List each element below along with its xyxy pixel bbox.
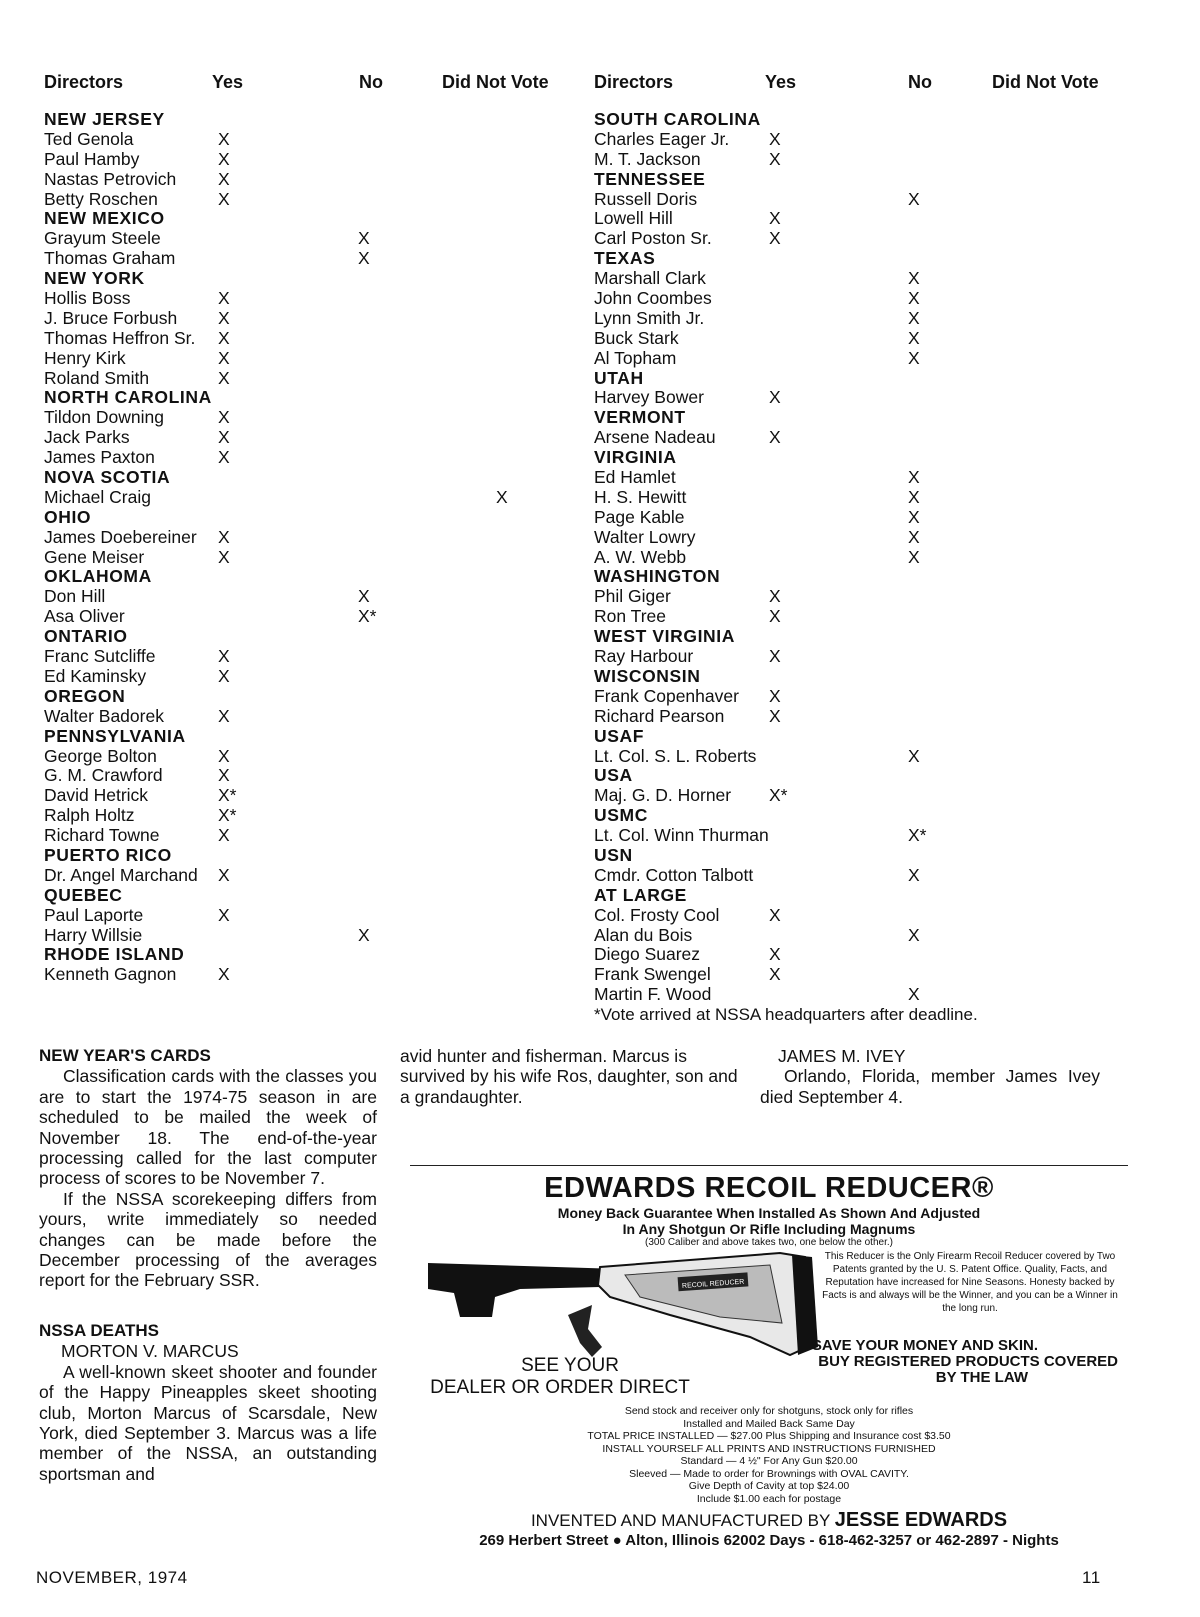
state-heading: RHODE ISLAND [44,944,185,965]
vote-mark: X* [908,825,927,846]
director-name: Diego Suarez [594,944,701,965]
state-heading: PUERTO RICO [44,844,172,865]
director-name: Ted Genola [44,128,134,149]
director-row [44,150,584,170]
director-name: Lowell Hill [594,208,673,229]
director-row [44,329,584,349]
vote-mark: X [218,288,230,309]
vote-mark: X [218,825,230,846]
recoil-reducer-ad [410,1170,1128,1549]
state-heading: NORTH CAROLINA [44,387,212,408]
vote-mark: X [218,128,230,149]
director-row [44,548,584,568]
vote-mark: X* [769,785,788,806]
ad-line: Installed and Mailed Back Same Day [683,1417,855,1430]
director-row [44,528,584,548]
director-name: Tildon Downing [44,407,164,428]
vote-mark: X [218,307,230,328]
director-name: David Hetrick [44,785,149,806]
ivey-paragraph: Orlando, Florida, member James Ivey died September 4. [760,1066,1100,1107]
director-row [44,190,584,210]
director-row [594,347,1172,369]
vote-mark: X [218,665,230,686]
director-row [44,667,584,687]
vote-mark: X [769,646,781,667]
ad-pricing [410,1405,1128,1549]
director-name: Hollis Boss [44,288,131,309]
director-name: Frank Copenhaver [594,685,739,706]
vote-mark: X [218,904,230,925]
director-name: Grayum Steele [44,228,161,249]
director-name: Ray Harbour [594,646,694,667]
ad-divider [410,1165,1128,1166]
state-heading: UTAH [594,367,644,388]
vote-mark: X [218,447,230,468]
director-name: Buck Stark [594,327,679,348]
order-direct: DEALER OR ORDER DIRECT [430,1377,690,1398]
director-name: Carl Poston Sr. [594,228,712,249]
director-name: Richard Towne [44,825,160,846]
director-row [594,864,1172,886]
ad-guarantee-2: In Any Shotgun Or Rifle Including Magnums [622,1221,916,1237]
vote-mark: X [358,248,370,269]
vote-mark: X [769,705,781,726]
vote-mark: X [218,765,230,786]
director-row [594,228,1172,249]
director-row [44,170,584,190]
save-line-2: BUY REGISTERED PRODUCTS COVERED [818,1353,1118,1370]
director-name: Thomas Heffron Sr. [44,327,196,348]
article-column-3 [760,1046,1100,1107]
director-name: Harvey Bower [594,387,704,408]
director-name: Ed Kaminsky [44,665,147,686]
vote-mark: X [218,148,230,169]
ad-patent-text: This Reducer is the Only Firearm Recoil Reducer covered by Two Patents granted by the U. S. Patent Office. Quality, Facts, and Reputation have increased for Nine Seasons. Honesty backed by Facts is and always will be the Winner, and you can be a Winner in the long run. [822,1251,1118,1314]
director-name: Ralph Holtz [44,805,135,826]
director-row [594,825,1172,846]
director-row [594,904,1172,926]
director-name: Charles Eager Jr. [594,128,730,149]
director-row [594,745,1172,767]
director-row [594,148,1172,170]
director-name: Col. Frosty Cool [594,904,720,925]
director-name: Kenneth Gagnon [44,964,177,985]
director-name: Lt. Col. Winn Thurman [594,825,769,846]
state-heading: USN [594,844,633,865]
vote-mark: X [908,506,920,527]
marcus-continuation: avid hunter and fisherman. Marcus is survived by his wife Ros, daughter, son and a grandaughter. [400,1046,738,1107]
vote-mark: X [218,407,230,428]
director-name: Al Topham [594,347,677,368]
vote-mark: X [769,387,781,408]
director-name: A. W. Webb [594,546,687,567]
state-heading: USAF [594,725,645,746]
state-heading: WASHINGTON [594,566,721,587]
director-name: Dr. Angel Marchand [44,864,198,885]
director-row [44,965,584,985]
vote-mark: X [218,864,230,885]
vote-mark: X* [218,805,237,826]
director-name: James Paxton [44,447,155,468]
vote-list-left [44,110,584,985]
director-name: Alan du Bois [594,924,693,945]
state-heading: VIRGINIA [594,447,677,468]
director-name: Henry Kirk [44,347,126,368]
header-no: No [359,72,383,92]
director-name: Russell Doris [594,188,698,209]
vote-mark: X [769,964,781,985]
vote-mark: X [218,327,230,348]
director-name: Don Hill [44,586,106,607]
vote-table-left [44,72,584,985]
state-heading: NEW YORK [44,268,145,289]
state-heading: WEST VIRGINIA [594,626,735,647]
director-name: Lt. Col. S. L. Roberts [594,745,757,766]
vote-mark: X [908,864,920,885]
state-heading: AT LARGE [594,884,687,905]
marcus-name: MORTON V. MARCUS [61,1341,239,1362]
header-no: No [908,72,932,92]
director-row [44,428,584,448]
director-row [594,188,1172,210]
state-heading: NEW MEXICO [44,208,165,229]
director-row [594,546,1172,568]
ad-line: Standard — 4 ½" For Any Gun $20.00 [680,1455,858,1467]
director-row [44,229,584,249]
director-name: Paul Laporte [44,904,144,925]
vote-mark: X [218,646,230,667]
vote-mark: X* [358,606,377,627]
director-row [594,307,1172,329]
article-column-2 [400,1046,742,1107]
ad-address: 269 Herbert Street ● Alton, Illinois 62002 Days - 618-462-3257 or 462-2897 - Nights [479,1532,1059,1549]
vote-mark: X [908,327,920,348]
director-row [44,766,584,786]
ad-line: Sleeved — Made to order for Brownings with OVAL CAVITY. [629,1467,909,1480]
director-name: H. S. Hewitt [594,486,687,507]
director-name: Walter Lowry [594,526,696,547]
director-row [594,486,1172,508]
director-row [594,785,1172,806]
director-row [44,866,584,886]
director-row [594,586,1172,607]
state-heading: OHIO [44,506,92,527]
vote-mark: X [908,268,920,289]
page-number: 11 [1082,1568,1101,1587]
director-name: Franc Sutcliffe [44,646,156,667]
vote-mark: X [769,904,781,925]
state-heading: PENNSYLVANIA [44,725,186,746]
article-column-1 [39,1046,377,1484]
director-row [44,249,584,269]
vote-mark: X [218,168,230,189]
vote-mark: X [769,228,781,249]
header-did-not-vote: Did Not Vote [992,72,1099,92]
director-row [44,289,584,309]
director-row [594,705,1172,727]
ad-title: EDWARDS RECOIL REDUCER® [544,1172,994,1204]
director-row [44,647,584,667]
director-name: Cmdr. Cotton Talbott [594,864,754,885]
vote-mark: X [908,745,920,766]
director-row [594,506,1172,528]
director-row [44,707,584,727]
director-row [594,128,1172,150]
director-row [44,607,584,627]
vote-mark: X [908,467,920,488]
see-dealer [410,1355,710,1399]
ad-inventor [410,1509,1128,1532]
director-row [44,448,584,468]
director-name: Jack Parks [44,427,130,448]
see-your: SEE YOUR [521,1355,619,1376]
state-heading: VERMONT [594,407,686,428]
save-line-1: SAVE YOUR MONEY AND SKIN. [811,1337,1038,1354]
state-heading: WISCONSIN [594,665,701,686]
header-yes: Yes [765,72,797,92]
director-name: Maj. G. D. Horner [594,785,732,806]
header-directors: Directors [594,72,674,92]
director-name: Paul Hamby [44,148,140,169]
issue-date: NOVEMBER, 1974 [36,1568,188,1587]
vote-mark: X [218,745,230,766]
save-money-text [728,1338,1128,1386]
director-row [594,467,1172,488]
vote-mark: X [908,307,920,328]
director-row [594,964,1172,985]
director-name: J. Bruce Forbush [44,307,178,328]
vote-mark: X [908,546,920,567]
director-name: G. M. Crawford [44,765,163,786]
director-name: Thomas Graham [44,248,176,269]
director-row [44,926,584,946]
director-row [594,944,1172,965]
director-row [44,747,584,767]
cards-paragraph-2: If the NSSA scorekeeping differs from yours, write immediately so needed changes can be made before the December processing of the averages report for the February SSR. [39,1188,377,1291]
vote-mark: X [358,924,370,945]
director-row [44,369,584,389]
director-row [594,268,1172,289]
vote-mark: X [769,128,781,149]
director-name: Richard Pearson [594,705,725,726]
inventor-label: INVENTED AND MANUFACTURED BY [530,1511,831,1530]
vote-mark: X [358,586,370,607]
director-row [594,606,1172,627]
director-name: James Doebereiner [44,526,197,547]
header-yes: Yes [212,72,244,92]
cards-paragraph-1: Classification cards with the classes you are to start the 1974-75 season in are scheduled to be mailed the week of November 18. The end-of-the-year processing called for the last computer process of scores to be November 7. [39,1066,377,1189]
state-heading: OKLAHOMA [44,566,152,587]
director-name: Martin F. Wood [594,984,712,1005]
vote-mark: X [769,148,781,169]
state-heading: QUEBEC [44,884,123,905]
vote-mark: X [358,228,370,249]
director-row [594,526,1172,548]
director-row [594,327,1172,349]
vote-mark: X [908,347,920,368]
director-row [44,806,584,826]
state-heading: OREGON [44,685,126,706]
director-row [594,924,1172,946]
director-row [594,984,1172,1005]
vote-mark: X [769,586,781,607]
ad-caliber-note: (300 Caliber and above takes two, one below the other.) [645,1237,893,1248]
state-heading: TEXAS [594,248,656,269]
vote-mark: X [908,984,920,1005]
director-name: M. T. Jackson [594,148,701,169]
director-row [594,387,1172,408]
vote-mark: X [908,486,920,507]
state-heading: NEW JERSEY [44,109,165,129]
director-name: Nastas Petrovich [44,168,177,189]
vote-mark: X [218,546,230,567]
header-directors: Directors [44,72,124,92]
director-row [44,826,584,846]
table-header [594,72,1172,110]
director-name: John Coombes [594,288,712,309]
state-heading: USA [594,765,633,786]
director-row [44,587,584,607]
vote-mark: X [218,427,230,448]
vote-mark: X [218,367,230,388]
director-row [44,488,584,508]
director-name: Walter Badorek [44,705,164,726]
vote-mark: X [908,188,920,209]
director-row [44,349,584,369]
vote-mark: X [218,347,230,368]
director-name: Roland Smith [44,367,150,388]
stock-label: RECOIL REDUCER [681,1278,745,1290]
ad-line: Give Depth of Cavity at top $24.00 [688,1480,850,1492]
header-did-not-vote: Did Not Vote [442,72,549,92]
director-name: Ron Tree [594,606,666,627]
save-line-3: BY THE LAW [935,1369,1028,1386]
vote-mark: X [908,526,920,547]
ad-guarantee: Money Back Guarantee When Installed As Shown And Adjusted [557,1205,981,1221]
director-name: Harry Willsie [44,924,143,945]
director-row [594,685,1172,707]
director-name: Michael Craig [44,486,151,507]
director-row [44,906,584,926]
director-name: Marshall Clark [594,268,706,289]
state-heading: TENNESSEE [594,168,706,189]
ad-line: Include $1.00 each for postage [696,1492,842,1505]
ad-line: TOTAL PRICE INSTALLED — $27.00 Plus Shipping and Insurance cost $3.50 [587,1430,951,1442]
vote-mark: X [218,188,230,209]
director-name: George Bolton [44,745,157,766]
ad-line: Send stock and receiver only for shotguns, stock only for rifles [624,1405,914,1417]
director-row [44,786,584,806]
director-row [44,309,584,329]
director-name: Page Kable [594,506,685,527]
ad-line: INSTALL YOURSELF ALL PRINTS AND INSTRUCTIONS FURNISHED [602,1442,936,1455]
vote-mark: X [769,606,781,627]
vote-mark: X [218,964,230,985]
ivey-name: JAMES M. IVEY [778,1046,906,1066]
state-heading: USMC [594,805,648,826]
director-row [594,288,1172,309]
director-row [44,408,584,428]
director-row [594,427,1172,448]
director-name: Phil Giger [594,586,671,607]
vote-table-right [594,72,1172,1025]
vote-mark: X [769,944,781,965]
vote-mark: X [769,685,781,706]
late-vote-footnote: *Vote arrived at NSSA headquarters after deadline. [594,1005,978,1025]
table-header [44,72,584,110]
vote-mark: X* [218,785,237,806]
vote-list-right [594,109,1172,1005]
vote-mark: X [769,427,781,448]
vote-mark: X [496,486,508,507]
director-name: Betty Roschen [44,188,158,209]
inventor-name: JESSE EDWARDS [834,1509,1008,1531]
cards-heading: NEW YEAR'S CARDS [39,1046,211,1065]
deaths-heading: NSSA DEATHS [39,1320,159,1340]
director-name: Frank Swengel [594,964,711,985]
vote-mark: X [218,526,230,547]
director-name: Asa Oliver [44,606,125,627]
state-heading: NOVA SCOTIA [44,467,171,488]
director-row [594,208,1172,229]
director-name: Ed Hamlet [594,467,676,488]
vote-mark: X [769,208,781,229]
marcus-paragraph: A well-known skeet shooter and founder of the Happy Pineapples skeet shooting club, Morton Marcus of Scarsdale, New York, died September 3. Marcus was a life member of the NSSA, an outstanding sportsman and [39,1361,377,1484]
director-row [594,646,1172,667]
state-heading: ONTARIO [44,626,128,647]
vote-mark: X [218,705,230,726]
director-name: Arsene Nadeau [594,427,716,448]
director-name: Gene Meiser [44,546,145,567]
state-heading: SOUTH CAROLINA [594,109,761,129]
vote-mark: X [908,924,920,945]
vote-mark: X [908,288,920,309]
director-name: Lynn Smith Jr. [594,307,705,328]
director-row [44,130,584,150]
